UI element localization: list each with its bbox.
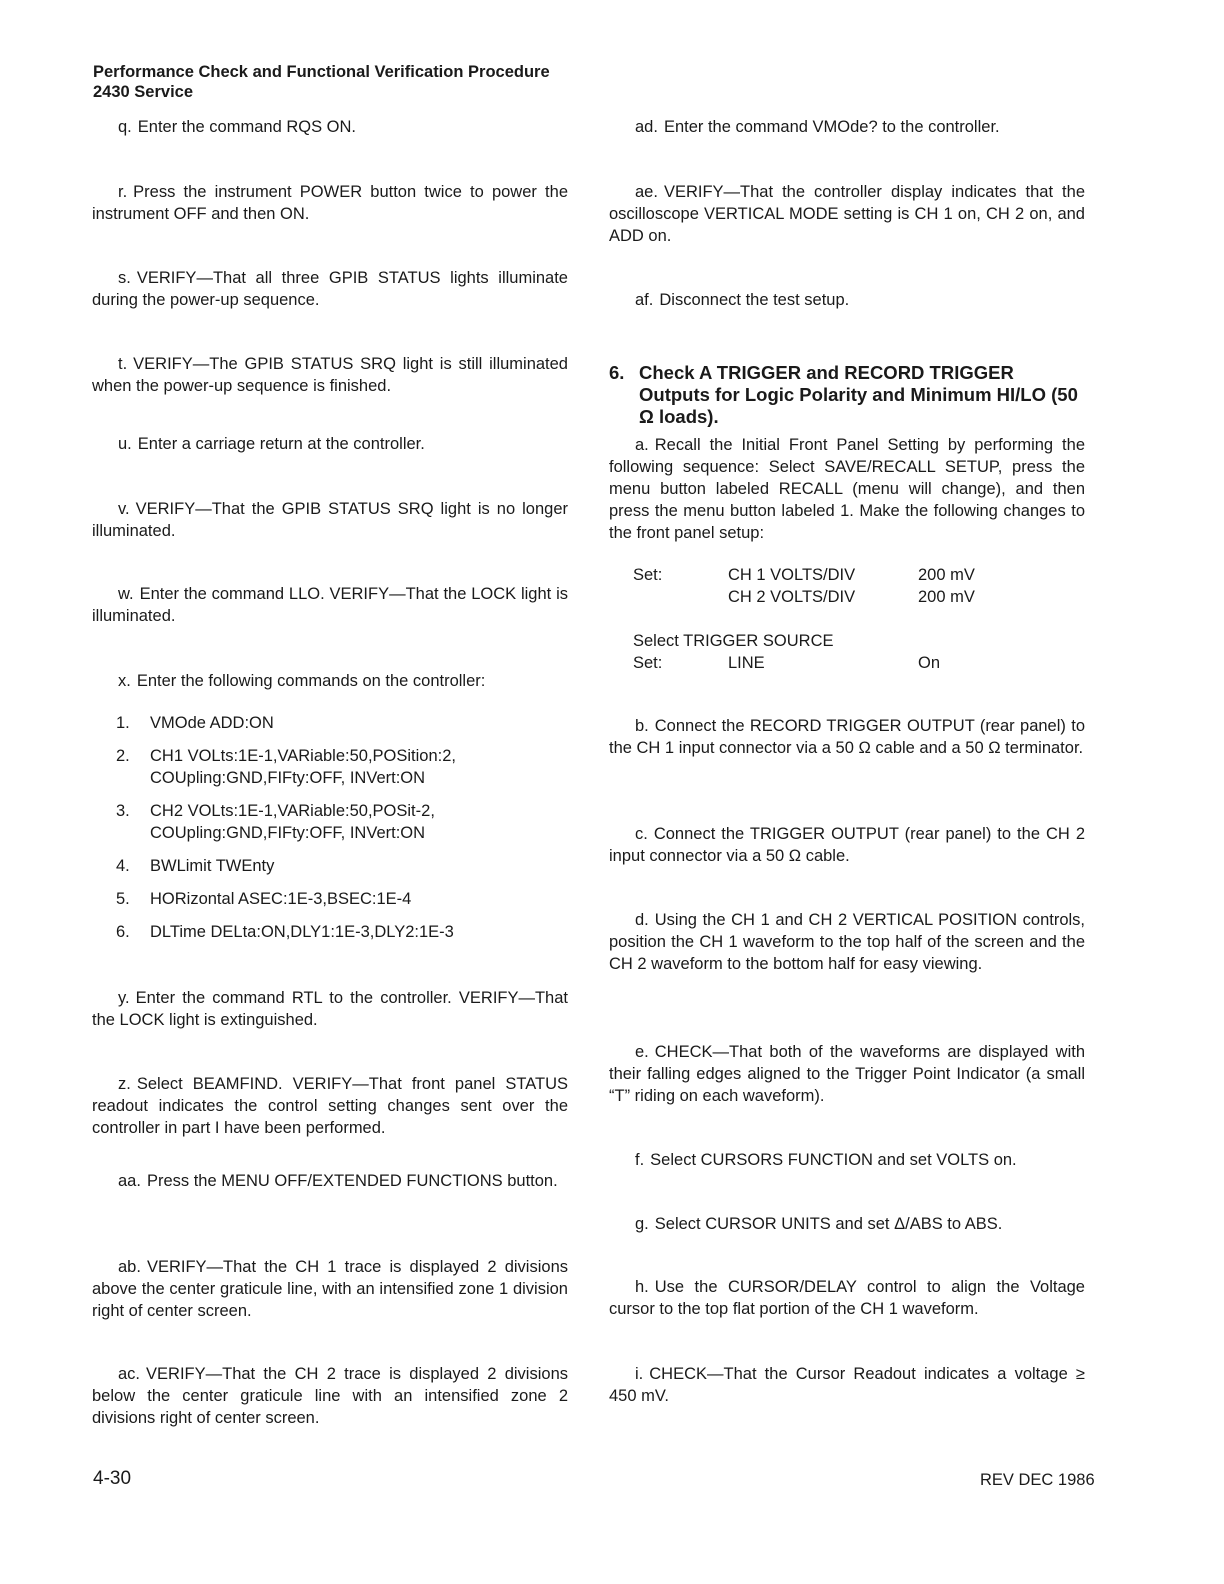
setting-name: CH 2 VOLTS/DIV <box>728 588 856 606</box>
section-heading: 6. Check A TRIGGER and RECORD TRIGGER Outputs for Logic Polarity and Minimum HI/LO (50 Ω loads). <box>609 362 1078 427</box>
list-item: 5. HORizontal ASEC:1E-3,BSEC:1E-4 <box>116 890 412 908</box>
step-t: t. VERIFY—The GPIB STATUS SRQ light is still illuminated when the power-up sequence is finished. <box>92 355 568 395</box>
step-r: r. Press the instrument POWER button twice to power the instrument OFF and then ON. <box>92 183 568 223</box>
step-d: d. Using the CH 1 and CH 2 VERTICAL POSITION controls, position the CH 1 waveform to the top half of the screen and the CH 2 waveform to the bottom half for easy viewing. <box>609 911 1085 973</box>
step-ac: ac. VERIFY—That the CH 2 trace is displayed 2 divisions below the center graticule line with an intensified zone 2 divisions right of center screen. <box>92 1365 568 1427</box>
list-item: 3. CH2 VOLts:1E-1,VARiable:50,POSit-2, COUpling:GND,FIFty:OFF, INVert:ON <box>116 802 435 842</box>
set-label: Set: <box>633 654 663 672</box>
step-s: s. VERIFY—That all three GPIB STATUS lights illuminate during the power-up sequence. <box>92 269 568 309</box>
step-a: a. Recall the Initial Front Panel Setting by performing the following sequence: Select SAVE/RECALL SETUP, press the menu button labeled RECALL (menu will change), and then press the menu button labeled 1. Make the following changes to the front panel setup: <box>609 436 1085 542</box>
list-item: 6. DLTime DELta:ON,DLY1:1E-3,DLY2:1E-3 <box>116 923 454 941</box>
step-y: y. Enter the command RTL to the controller. VERIFY—That the LOCK light is extinguished. <box>92 989 568 1029</box>
step-f: f. Select CURSORS FUNCTION and set VOLTS on. <box>635 1151 1017 1169</box>
list-item: 2. CH1 VOLts:1E-1,VARiable:50,POSition:2, COUpling:GND,FIFty:OFF, INVert:ON <box>116 747 457 787</box>
header-title: Performance Check and Functional Verification Procedure <box>93 63 550 81</box>
step-x: x. Enter the following commands on the controller: <box>118 672 486 690</box>
step-h: h. Use the CURSOR/DELAY control to align the Voltage cursor to the top flat portion of the CH 1 waveform. <box>609 1278 1085 1318</box>
step-w: w. Enter the command LLO. VERIFY—That the LOCK light is illuminated. <box>92 585 568 625</box>
list-item: 1. VMOde ADD:ON <box>116 714 274 732</box>
step-c: c. Connect the TRIGGER OUTPUT (rear panel) to the CH 2 input connector via a 50 Ω cable. <box>609 825 1085 865</box>
step-e: e. CHECK—That both of the waveforms are displayed with their falling edges aligned to the Trigger Point Indicator (a small “T” riding on each waveform). <box>609 1043 1085 1105</box>
step-ad: ad. Enter the command VMOde? to the controller. <box>635 118 1000 136</box>
list-item: 4. BWLimit TWEnty <box>116 857 275 875</box>
step-g: g. Select CURSOR UNITS and set Δ/ABS to ABS. <box>635 1215 1003 1233</box>
step-i: i. CHECK—That the Cursor Readout indicates a voltage ≥ 450 mV. <box>609 1365 1085 1405</box>
setting-value: 200 mV <box>918 588 975 606</box>
running-header <box>93 62 550 102</box>
setting-name: LINE <box>728 654 765 672</box>
step-ae: ae. VERIFY—That the controller display indicates that the oscilloscope VERTICAL MODE setting is CH 1 on, CH 2 on, and ADD on. <box>609 183 1085 245</box>
step-af: af. Disconnect the test setup. <box>635 291 850 309</box>
revision-date: REV DEC 1986 <box>980 1471 1095 1489</box>
setting-name: CH 1 VOLTS/DIV <box>728 566 856 584</box>
command-list <box>92 712 568 954</box>
header-subtitle: 2430 Service <box>93 83 194 101</box>
setting-value: 200 mV <box>918 566 975 584</box>
step-ab: ab. VERIFY—That the CH 1 trace is displayed 2 divisions above the center graticule line, with an intensified zone 1 division right of center screen. <box>92 1258 568 1320</box>
step-q: q. Enter the command RQS ON. <box>118 118 357 136</box>
select-line: Select TRIGGER SOURCE <box>633 632 834 650</box>
step-z: z. Select BEAMFIND. VERIFY—That front panel STATUS readout indicates the control setting changes sent over the controller in part I have been performed. <box>92 1075 568 1137</box>
step-aa: aa. Press the MENU OFF/EXTENDED FUNCTIONS button. <box>118 1172 558 1190</box>
step-u: u. Enter a carriage return at the controller. <box>118 435 425 453</box>
set-label: Set: <box>633 566 663 584</box>
step-b: b. Connect the RECORD TRIGGER OUTPUT (rear panel) to the CH 1 input connector via a 50 Ω cable and a 50 Ω terminator. <box>609 717 1085 757</box>
setup-table <box>633 564 975 674</box>
page-number: 4-30 <box>93 1468 132 1489</box>
step-v: v. VERIFY—That the GPIB STATUS SRQ light is no longer illuminated. <box>92 500 568 540</box>
setting-value: On <box>918 654 941 672</box>
